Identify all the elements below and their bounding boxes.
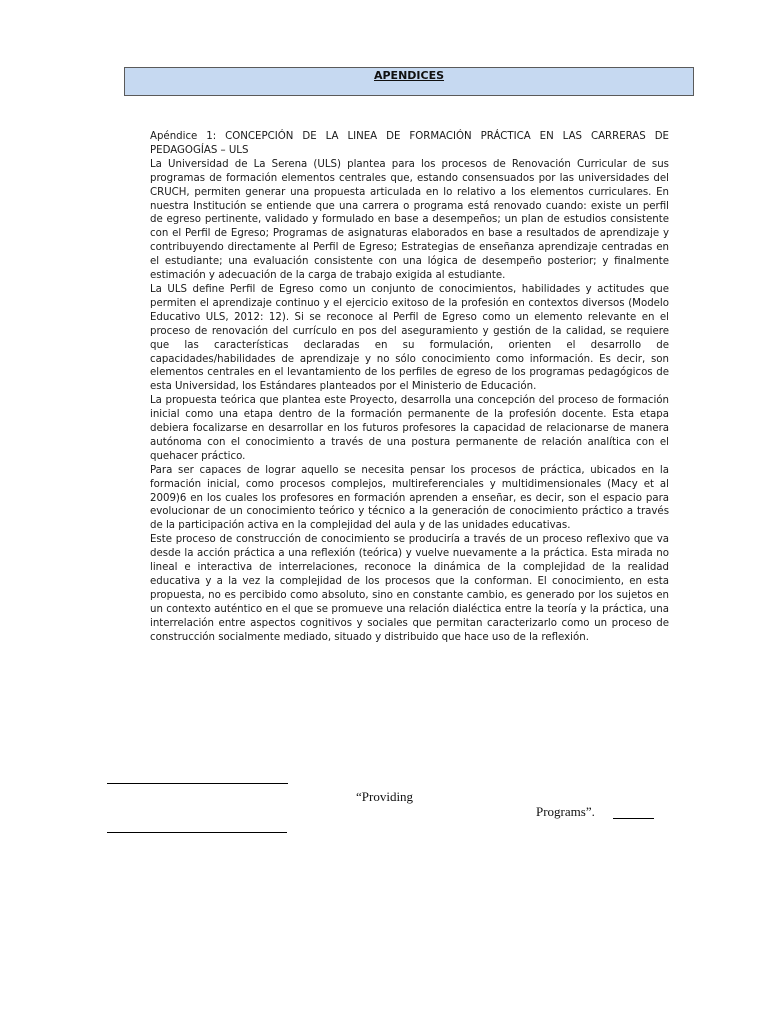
paragraph: La ULS define Perfil de Egreso como un conjunto de conocimientos, habilidades y actitudes que permiten el aprendizaje continuo y el ejercicio exitoso de la profesión en contextos diversos (Modelo Educativo ULS, 2012: 12). Si se reconoce al Perfil de Egreso como un elemento relevante en el proceso de renovación del currículo en pos del aseguramiento y gestión de la calidad, se requiere que las características declaradas en su formulación, orienten el desarrollo de capacidades/habilidades de aprendizaje y no sólo conocimiento como información. Es decir, son elementos centrales en el levantamiento de los perfiles de egreso de los programas pedagógicos de esta Universidad, los Estándares planteados por el Ministerio de Educación. — [150, 283, 669, 393]
footnote-short-rule — [613, 818, 654, 819]
paragraph: Este proceso de construcción de conocimiento se produciría a través de un proceso reflexivo que va desde la acción práctica a una reflexión (teórica) y vuelve nuevamente a la práctica. Esta mirada no lineal e interactiva de interrelaciones, reconoce la dinámica de la complejidad de la realidad educativa y a la vez la complejidad de los procesos que la conforman. El conocimiento, en esta propuesta, no es percibido como absoluto, sino en constante cambio, es generado por los sujetos en un contexto auténtico en el que se promueve una relación dialéctica entre la teoría y la práctica, una interrelación entre aspectos cognitivos y sociales que permitan caracterizarlo como un proceso de construcción socialmente mediado, situado y distribuido que hace uso de la reflexión. — [150, 534, 669, 643]
appendix-heading: Apéndice 1: CONCEPCIÓN DE LA LINEA DE FORMACIÓN PRÁCTICA EN LAS CARRERAS DE PEDAGOGÍAS – ULS — [150, 131, 669, 156]
page-title: APENDICES — [373, 69, 445, 82]
appendix-body — [150, 130, 669, 645]
paragraph: Para ser capaces de lograr aquello se necesita pensar los procesos de práctica, ubicados en la formación inicial, como procesos complejos, multireferenciales y multidimensionales (Macy et al 2009)6 en los cuales los profesores en formación aprenden a enseñar, es decir, son el espacio para evolucionar de un conocimiento teórico y técnico a la generación de conocimiento práctico a través de la participación activa en la complejidad del aula y de las unidades educativas. — [150, 464, 669, 532]
paragraph: La propuesta teórica que plantea este Proyecto, desarrolla una concepción del proceso de formación inicial como una etapa dentro de la formación permanente de la profesión docente. Esta etapa debiera focalizarse en desarrollar en los futuros profesores la capacidad de relacionarse de manera autónoma con el conocimiento a través de una postura permanente de relación analítica con el quehacer práctico. — [150, 395, 669, 462]
appendix-title-box — [124, 67, 694, 96]
footnote-rule-top — [107, 783, 288, 784]
paragraph: La Universidad de La Serena (ULS) plantea para los procesos de Renovación Curricular de sus programas de formación elementos centrales que, estando consensuados por las universidades del CRUCH, permiten generar una propuesta articulada en lo relativo a los elementos curriculares. En nuestra Institución se entiende que una carrera o programa está renovado cuando: existe un perfil de egreso pertinente, validado y formulado en base a desempeños; un plan de estudios consistente con el Perfil de Egreso; Programas de asignaturas elaborados en base a resultados de aprendizaje y contribuyendo directamente al Perfil de Egreso; Estrategias de enseñanza aprendizaje centradas en el estudiante; una evaluación consistente con una lógica de desempeño posterior; y finalmente estimación y adecuación de la carga de trabajo exigida al estudiante. — [150, 158, 669, 282]
footnote-fragment-programs: Programs”. — [536, 804, 595, 819]
footnote-rule-bottom — [107, 832, 287, 833]
footnote-fragment-providing: “Providing — [356, 789, 414, 804]
